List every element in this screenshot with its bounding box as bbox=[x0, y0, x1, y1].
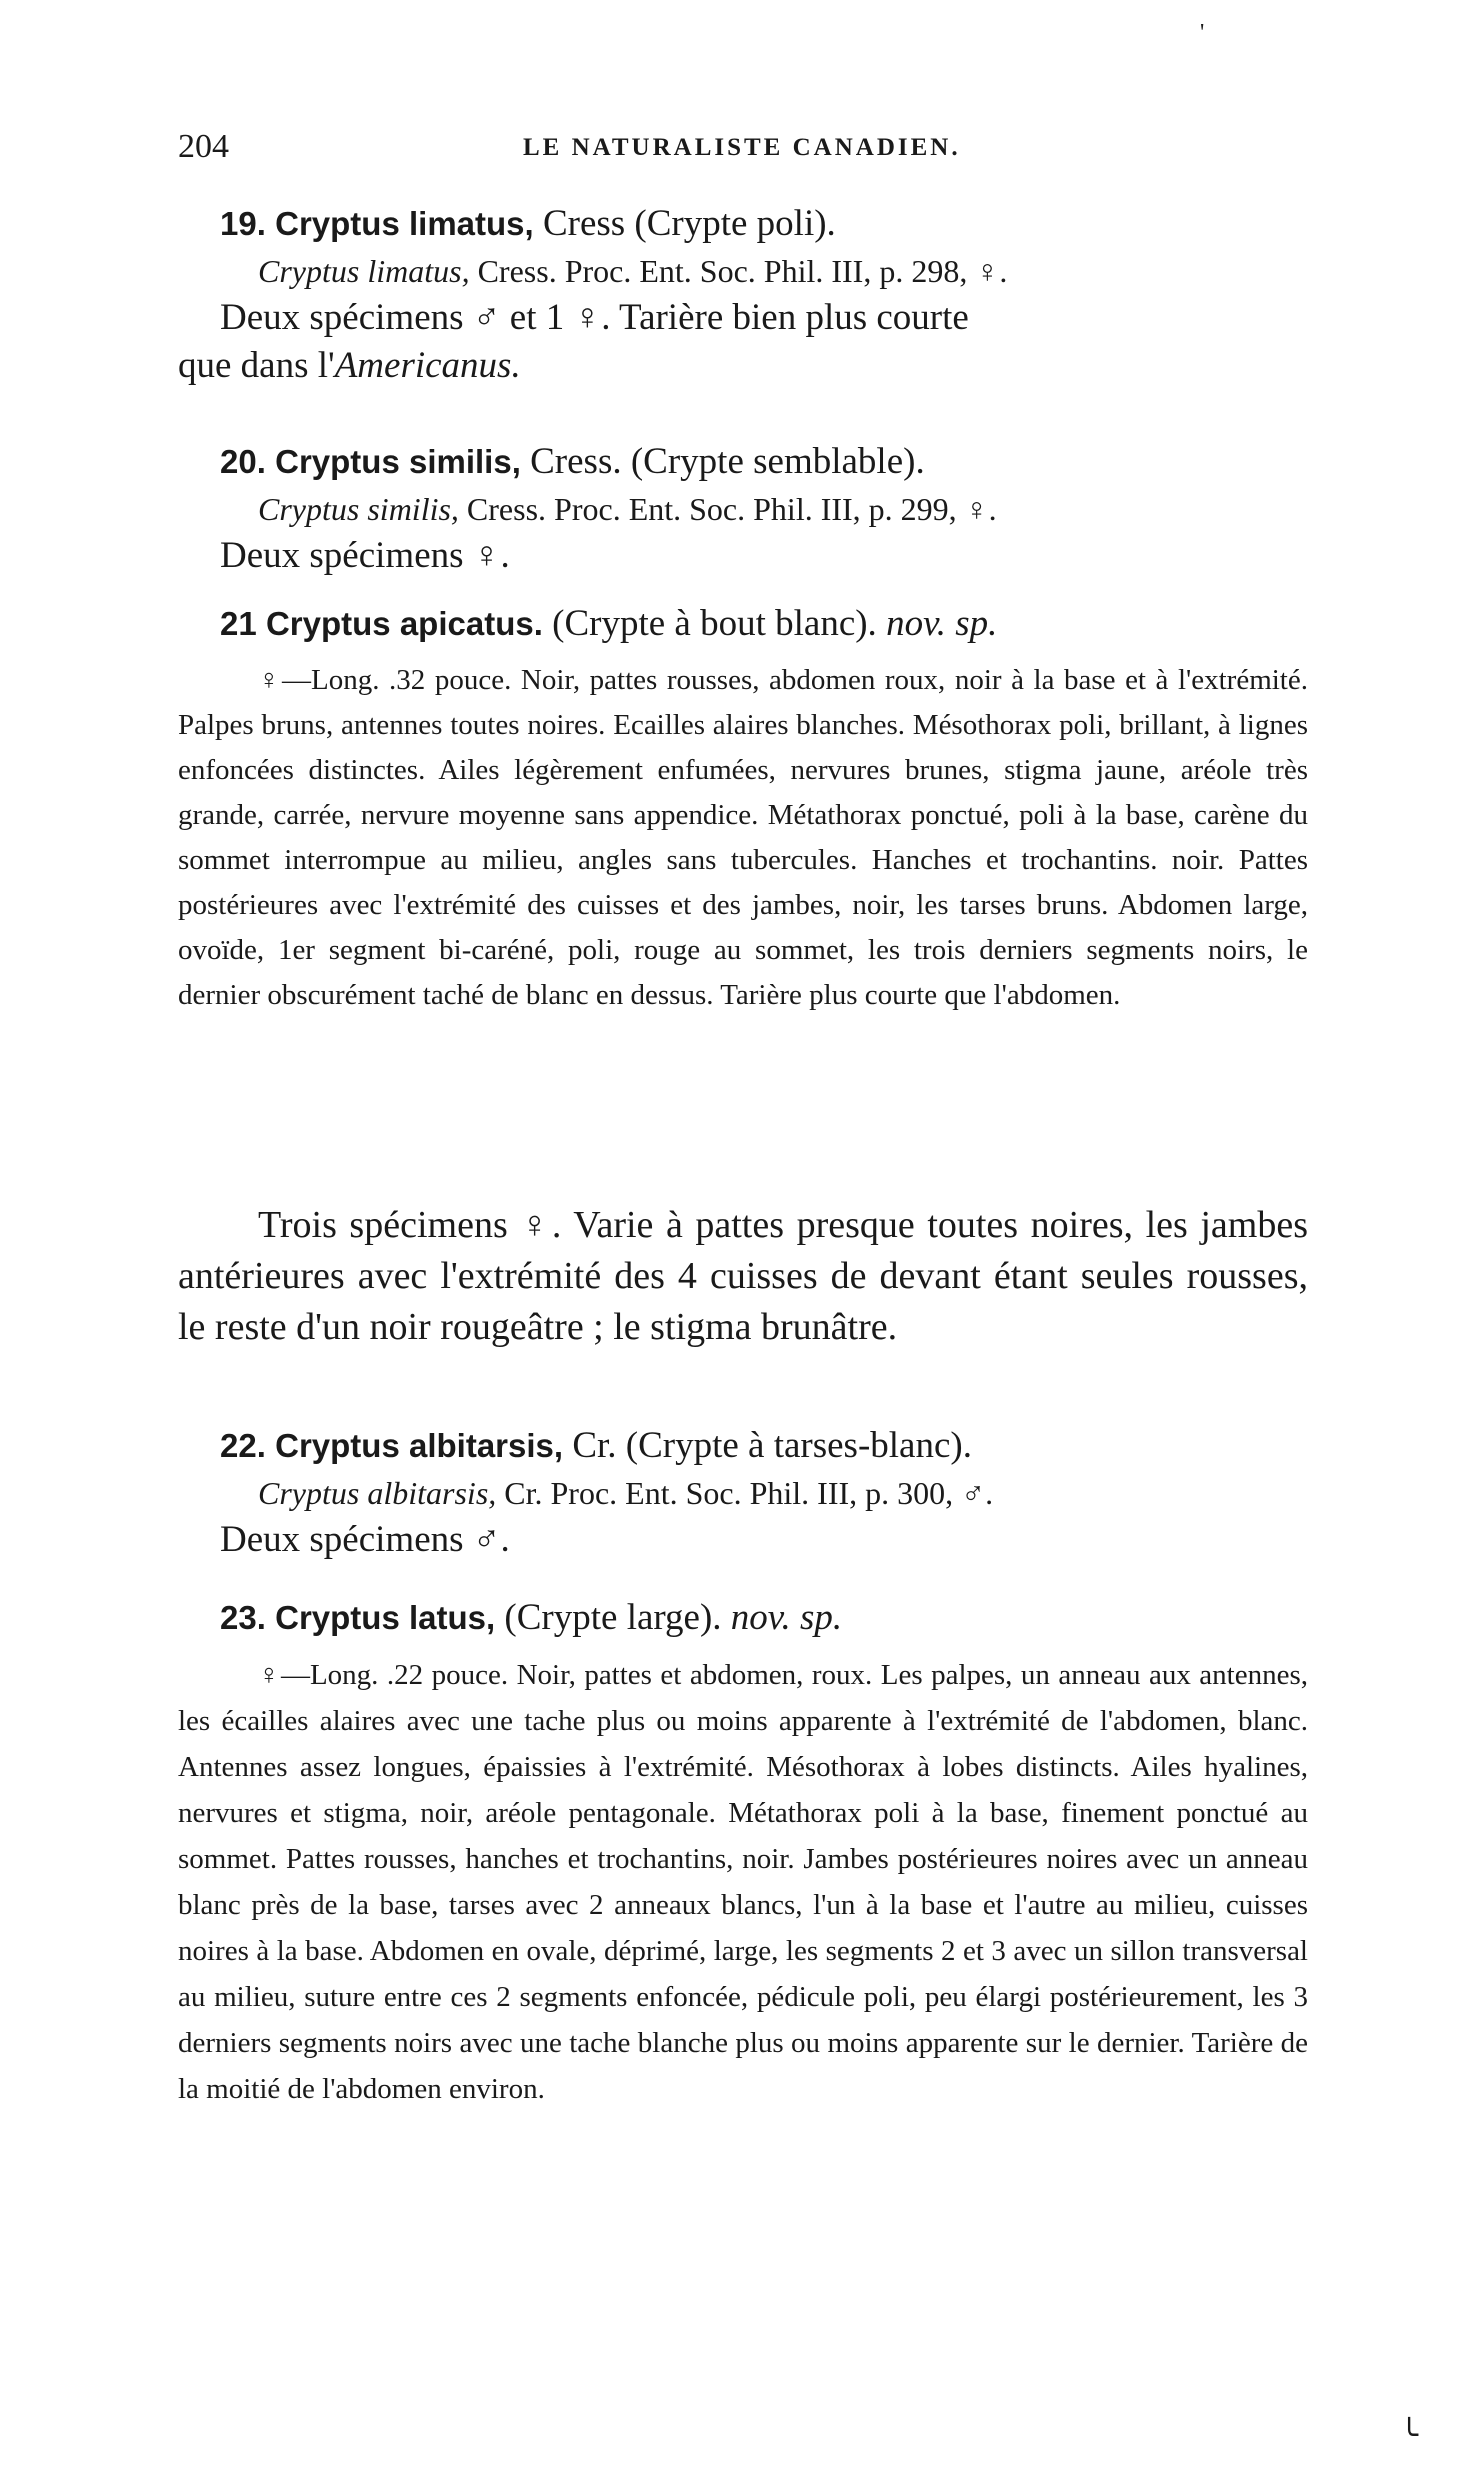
entry-heading bbox=[220, 1594, 1326, 1642]
entry-19 bbox=[178, 200, 1326, 390]
specimen-note: Deux spécimens ♀. bbox=[220, 535, 510, 576]
species-name: Cryptus latus, bbox=[275, 1599, 496, 1636]
journal-title: LE NATURALISTE CANADIEN. bbox=[523, 134, 961, 161]
page-number: 204 bbox=[178, 128, 229, 165]
margin-mark: ' bbox=[1200, 20, 1205, 46]
entry-heading bbox=[220, 600, 1326, 648]
entry-number: 22. bbox=[220, 1427, 266, 1464]
reference-source: Cress. Proc. Ent. Soc. Phil. III, p. 298, ♀. bbox=[469, 253, 1008, 289]
new-species-tag: nov. sp. bbox=[730, 1597, 843, 1638]
entry-number: 21 bbox=[220, 605, 257, 642]
species-authority: (Crypte large). bbox=[495, 1597, 731, 1638]
species-description: ♀—Long. .22 pouce. Noir, pattes et abdomen, roux. Les palpes, un anneau aux antennes, les écailles alaires avec une tache plus ou moins apparente à l'extrémité de l'abdomen, blanc. Antennes assez longues, épaissies à l'extrémité. Mésothorax à lobes distincts. Ailes hyalines, nervures et stigma, noir, aréole pentagonale. Métathorax poli à la base, finement ponctué au sommet. Pattes rousses, hanches et trochantins, noir. Jambes postérieures noires avec un anneau blanc près de la base, tarses avec 2 anneaux blancs, l'un à la base et l'autre au milieu, cuisses noires à la base. Abdomen en ovale, déprimé, large, les segments 2 et 3 avec un sillon transversal au milieu, suture entre ces 2 segments enfoncée, pédicule poli, peu élargi postérieurement, les 3 derniers segments noirs avec une tache blanche plus ou moins apparente sur le dernier. Tarière de la moitié de l'abdomen environ. bbox=[178, 1659, 1308, 2105]
species-name: Cryptus similis, bbox=[275, 443, 521, 480]
reference-species: Cryptus albitarsis, bbox=[258, 1475, 497, 1511]
reference-species: Cryptus similis, bbox=[258, 491, 459, 527]
specimen-remarks: Trois spécimens ♀. Varie à pattes presque toutes noires, les jambes antérieures avec l'extrémité des 4 cuisses de devant étant seules rousses, le reste d'un noir rougeâtre ; le stigma brunâtre. bbox=[178, 1204, 1308, 1348]
species-authority: Cr. (Crypte à tarses-blanc). bbox=[563, 1425, 972, 1466]
entry-heading bbox=[220, 200, 1326, 248]
reference-species: Cryptus limatus, bbox=[258, 253, 470, 289]
running-head bbox=[178, 128, 1328, 168]
species-name: Cryptus limatus, bbox=[275, 205, 534, 242]
entry-23 bbox=[178, 1594, 1326, 1642]
species-name: Cryptus apicatus. bbox=[265, 605, 543, 642]
new-species-tag: nov. sp. bbox=[886, 603, 998, 644]
entry-heading bbox=[220, 438, 1326, 486]
specimen-note-continued bbox=[178, 342, 1326, 390]
specimen-note: Deux spécimens ♂ et 1 ♀. Tarière bien plus courte bbox=[220, 297, 969, 338]
species-name: Cryptus albitarsis, bbox=[275, 1427, 564, 1464]
entry-22 bbox=[178, 1422, 1326, 1564]
entry-21 bbox=[178, 600, 1326, 648]
literature-reference bbox=[258, 1470, 1326, 1516]
entry-number: 19. bbox=[220, 205, 266, 242]
corner-mark: ╰ bbox=[1400, 2419, 1419, 2452]
reference-source: Cr. Proc. Ent. Soc. Phil. III, p. 300, ♂. bbox=[496, 1475, 994, 1511]
species-authority: Cress. (Crypte semblable). bbox=[520, 441, 925, 482]
note-text: que dans l' bbox=[178, 345, 335, 386]
species-description: ♀—Long. .32 pouce. Noir, pattes rousses, abdomen roux, noir à la base et à l'extrémité. Palpes bruns, antennes toutes noires. Ecailles alaires blanches. Mésothorax poli, brillant, à lignes enfoncées distinctes. Ailes légèrement enfumées, nervures brunes, stigma jaune, aréole très grande, carrée, nervure moyenne sans appendice. Métathorax ponctué, poli à la base, carène du sommet interrompue au milieu, angles sans tubercules. Hanches et trochantins. noir. Pattes postérieures avec l'extrémité des cuisses et des jambes, noir, les tarses bruns. Abdomen large, ovoïde, 1er segment bi-caréné, poli, rouge au sommet, les trois derniers segments noirs, le dernier obscurément taché de blanc en dessus. Tarière plus courte que l'abdomen. bbox=[178, 664, 1308, 1011]
species-reference-italic: Americanus. bbox=[334, 345, 521, 386]
species-authority: Cress (Crypte poli). bbox=[533, 203, 836, 244]
literature-reference bbox=[258, 248, 1326, 294]
entry-number: 20. bbox=[220, 443, 266, 480]
species-authority: (Crypte à bout blanc). bbox=[542, 603, 887, 644]
reference-source: Cress. Proc. Ent. Soc. Phil. III, p. 299, ♀. bbox=[458, 491, 997, 527]
entry-heading bbox=[220, 1422, 1326, 1470]
entry-number: 23. bbox=[220, 1599, 266, 1636]
entry-20 bbox=[178, 438, 1326, 580]
literature-reference bbox=[258, 486, 1326, 532]
specimen-note: Deux spécimens ♂. bbox=[220, 1519, 510, 1560]
